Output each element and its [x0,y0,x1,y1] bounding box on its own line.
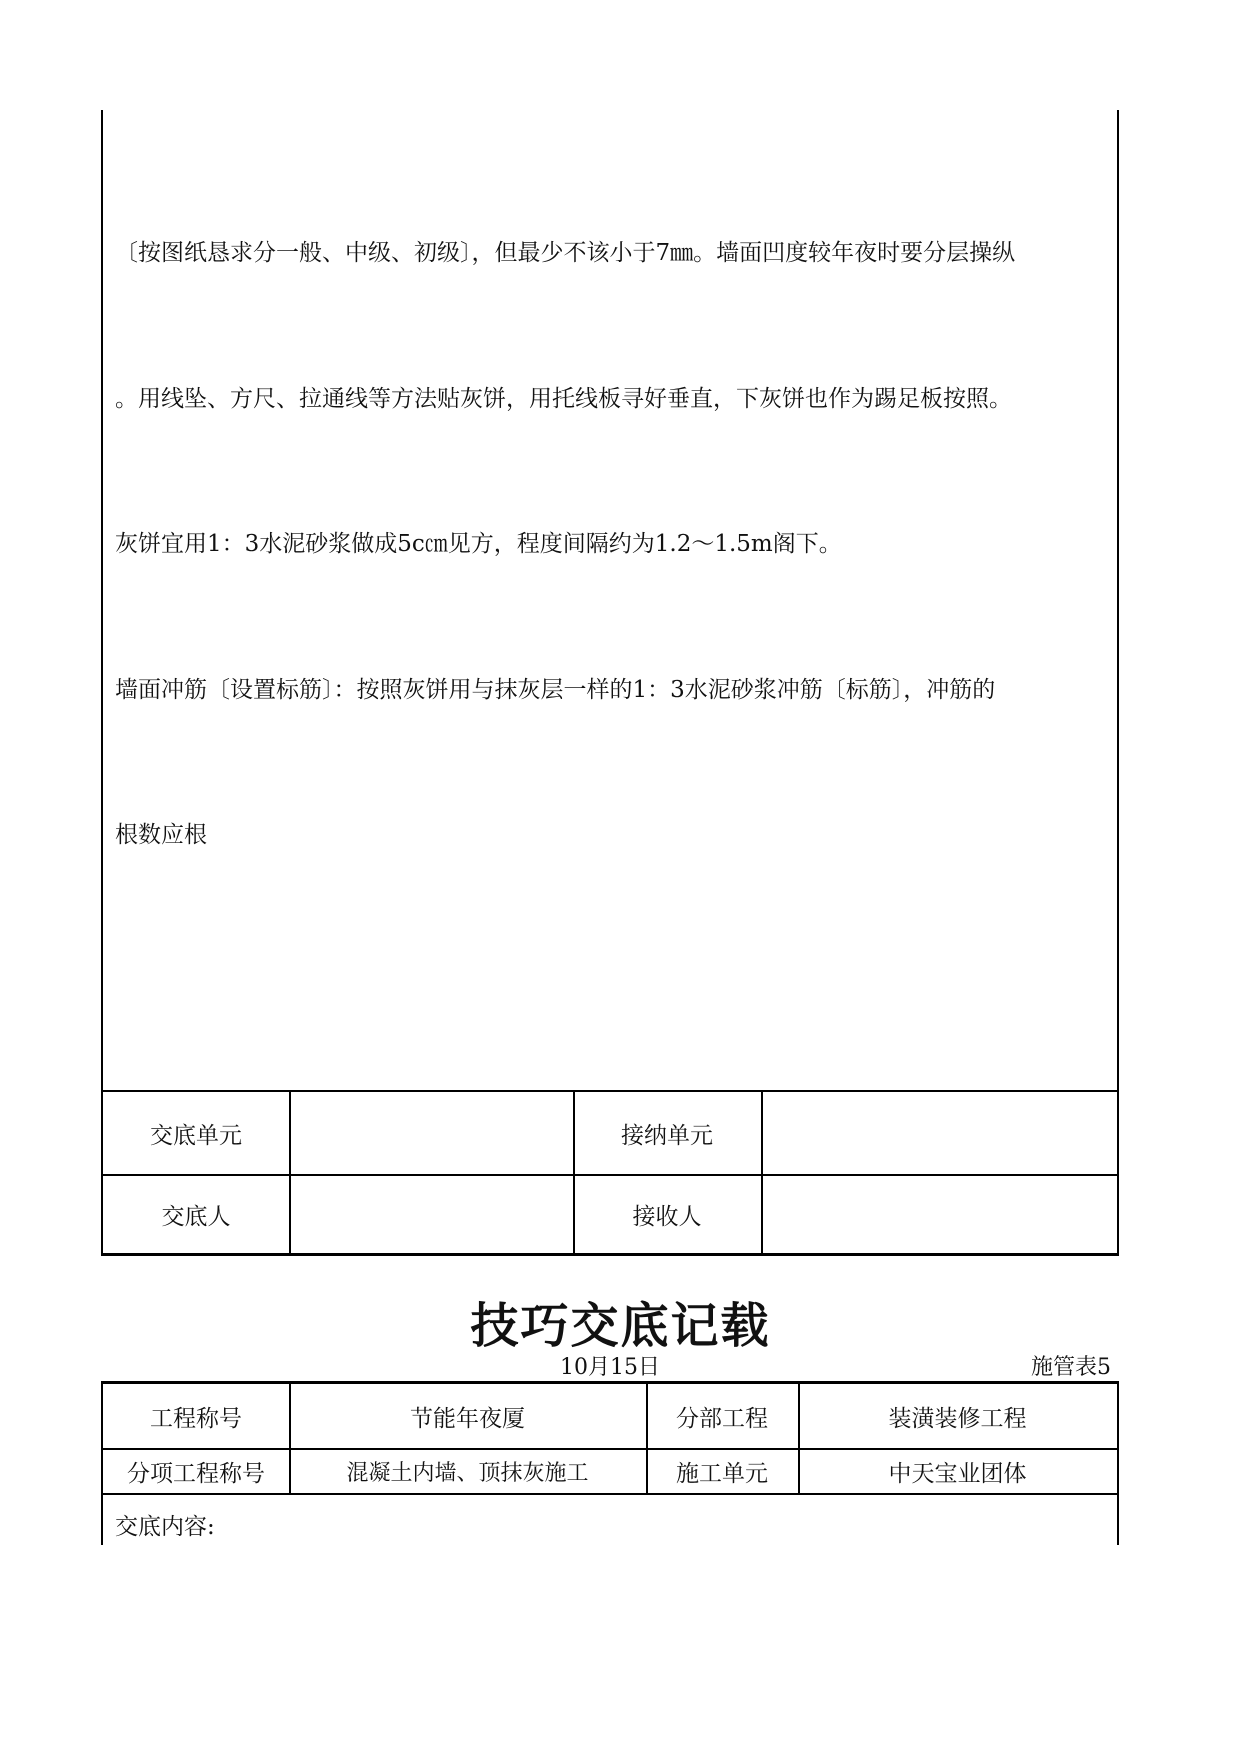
content-line: 。用线坠、方尺、拉通线等方法贴灰饼，用托线板寻好垂直，下灰饼也作为踢足板按照。 [115,385,1012,412]
content-line: 根数应根 [115,822,207,848]
page-bottom-margin [0,1545,1241,1754]
receiver-value[interactable] [761,1176,1117,1253]
content-line: 墙面冲筋〔设置标筋〕：按照灰饼用与抹灰层一样的1：3水泥砂浆冲筋〔标筋〕，冲筋的 [115,676,996,703]
issuer-value[interactable] [289,1176,573,1253]
division-label: 分部工程 [676,1405,768,1432]
record-date: 10月15日 [560,1355,660,1380]
subitem-value[interactable]: 混凝土内墙、顶抹灰施工 [346,1461,589,1486]
construction-unit-value[interactable]: 中天宝业团体 [888,1461,1027,1487]
project-info-row [103,1384,1117,1450]
construction-unit-label: 施工单元 [676,1461,768,1487]
document-title: 技巧交底记载 [470,1298,771,1354]
subitem-label: 分项工程称号 [127,1461,265,1487]
project-name-value[interactable]: 节能年夜厦 [410,1405,525,1432]
briefing-content-text [115,132,1105,957]
division-value[interactable]: 装潢装修工程 [888,1405,1027,1432]
subitem-info-row [103,1450,1117,1495]
content-line: 〔按图纸恳求分一般、中级、初级〕，但最少不该小于7㎜。墙面凹度较年夜时要分层操纵 [115,240,1016,266]
receiver-label: 接收人 [632,1204,702,1230]
continued-record-table [101,110,1119,1256]
content-line: 灰饼宜用1：3水泥砂浆做成5c㎝见方，程度间隔约为1.2～1.5m阁下。 [115,531,842,557]
issuing-unit-value[interactable] [289,1092,573,1174]
issuing-unit-label: 交底单元 [150,1122,242,1149]
signoff-table [103,1090,1117,1253]
receiving-unit-value[interactable] [761,1092,1117,1174]
issuer-label: 交底人 [161,1204,231,1230]
content-label: 交底内容: [115,1514,215,1540]
receiving-unit-label: 接纳单元 [621,1122,713,1149]
form-number: 施管表5 [1031,1355,1111,1380]
signoff-row-persons [103,1174,1117,1253]
signoff-row-units [103,1090,1117,1174]
project-name-label: 工程称号 [150,1405,242,1432]
